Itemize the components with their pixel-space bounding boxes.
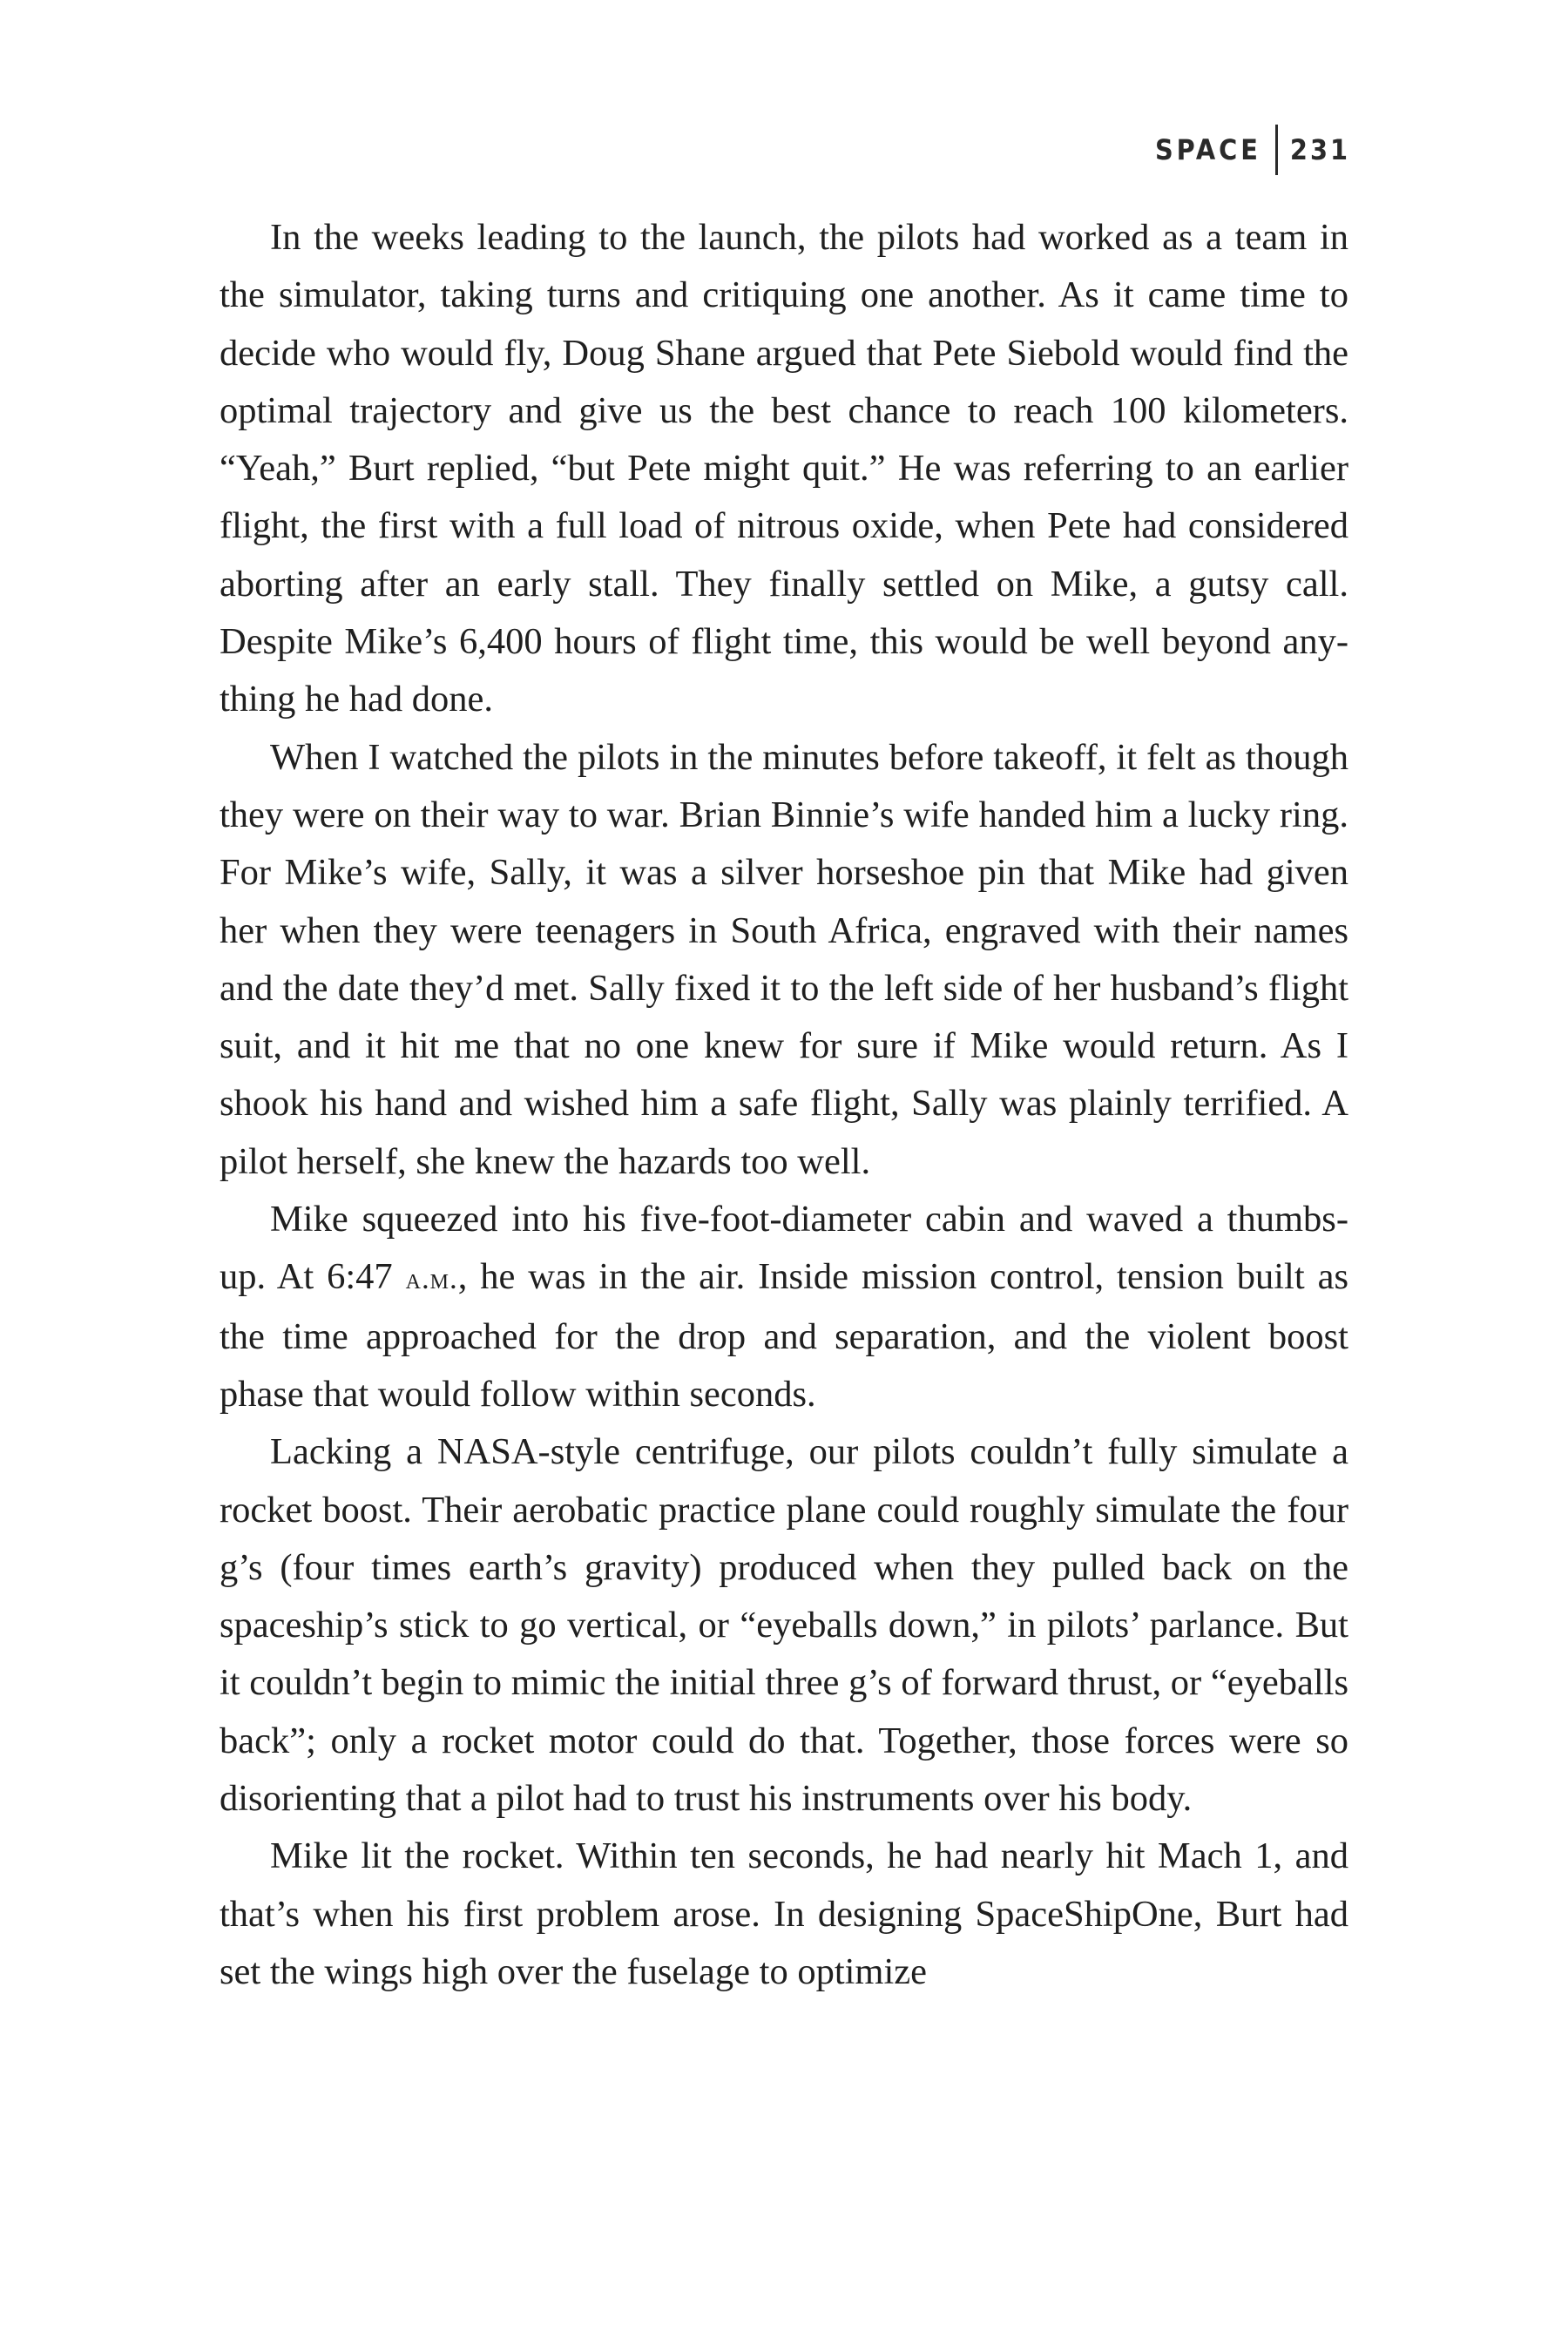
body-text <box>220 209 1348 2001</box>
paragraph <box>220 1191 1348 1423</box>
paragraph-text: Mike squeezed into his five-foot-diameter cabin and waved a thumbs-up. At 6:47 <box>220 1199 1348 1298</box>
section-title: SPACE <box>1154 133 1261 166</box>
paragraph: Mike lit the rocket. Within ten seconds, he had nearly hit Mach 1, and that’s when his first problem arose. In designing SpaceShipOne, Burt had set the wings high over the fuselage to optimize <box>220 1835 1348 1992</box>
time-abbreviation: a.m. <box>405 1261 458 1296</box>
running-head <box>1155 124 1350 176</box>
paragraph: In the weeks leading to the launch, the pilots had worked as a team in the simulator, taking turns and critiquing one another. As it came time to decide who would fly, Doug Shane argued that Pete Siebold would find the optimal trajectory and give us the best chance to reach 100 kilometers. “Yeah,” Burt replied, “but Pete might quit.” He was referring to an earlier flight, the first with a full load of nitrous oxide, when Pete had considered aborting after an early stall. They finally settled on Mike, a gutsy call. Despite Mike’s 6,400 hours of flight time, this would be well beyond anything he had done. <box>220 217 1348 720</box>
paragraph: When I watched the pilots in the minutes before takeoff, it felt as though they were on their way to war. Brian Binnie’s wife handed him a lucky ring. For Mike’s wife, Sally, it was a silver horseshoe pin that Mike had given her when they were teenagers in South Africa, engraved with their names and the date they’d met. Sally fixed it to the left side of her husband’s flight suit, and it hit me that no one knew for sure if Mike would return. As I shook his hand and wished him a safe flight, Sally was plainly terrified. A pilot herself, she knew the hazards too well. <box>220 736 1348 1182</box>
page-number: 231 <box>1289 133 1350 166</box>
paragraph: Lacking a NASA-style centrifuge, our pilots couldn’t fully simulate a rocket boost. Their aerobatic practice plane could roughly simulate the four g’s (four times earth’s gravity) produced when they pulled back on the spaceship’s stick to go vertical, or “eyeballs down,” in pilots’ parlance. But it couldn’t begin to mimic the initial three g’s of forward thrust, or “eyeballs back”; only a rocket motor could do that. Together, those forces were so disorienting that a pilot had to trust his instruments over his body. <box>220 1431 1348 1820</box>
paragraph-text: , he was in the air. Inside mission control, tension built as the time approached for the drop and separation, and the violent boost phase that would follow within seconds. <box>220 1256 1348 1415</box>
header-divider <box>1275 125 1278 175</box>
